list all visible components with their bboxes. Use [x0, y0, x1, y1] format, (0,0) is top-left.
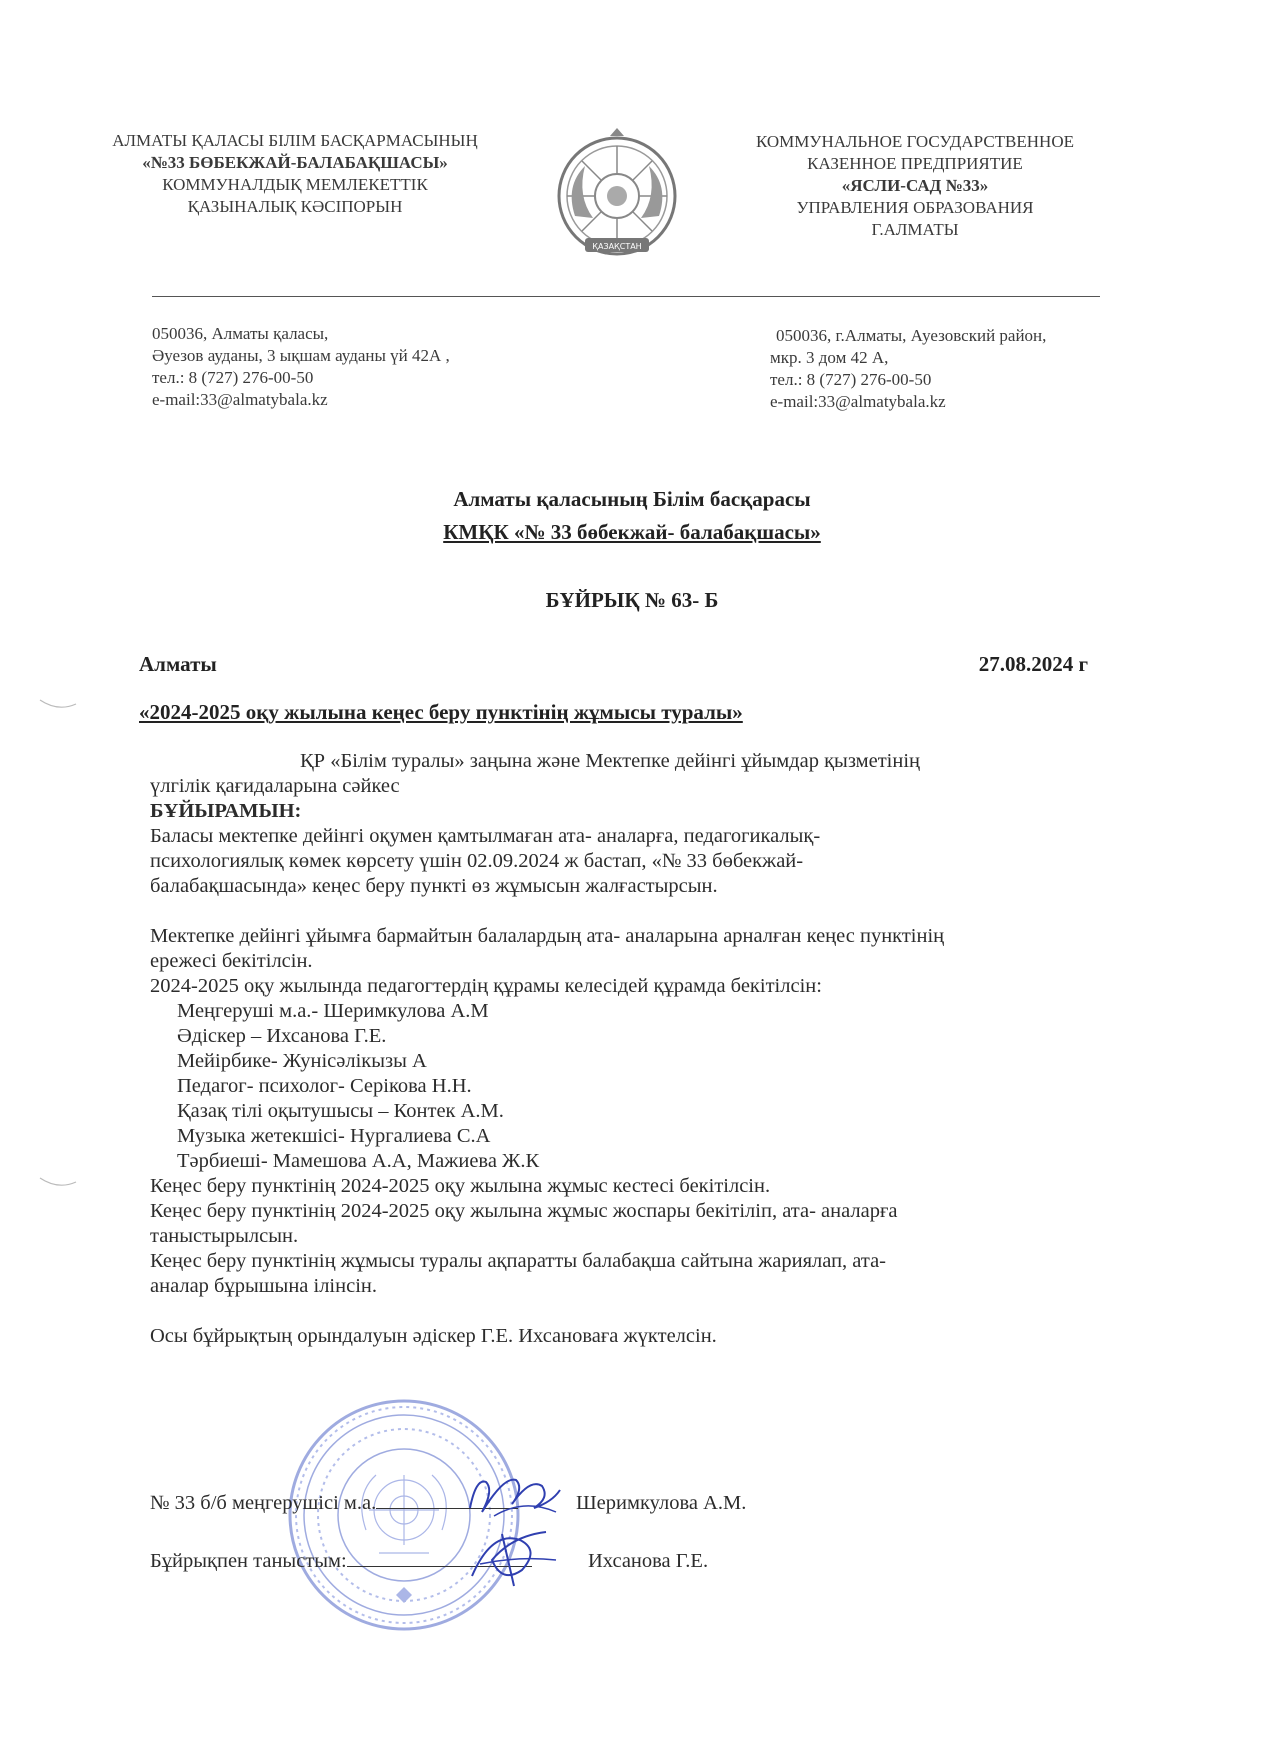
body-line: Кеңес беру пунктінің 2024-2025 оқу жылына жұмыс кестесі бекітілсін.	[150, 1175, 771, 1197]
state-emblem-icon	[555, 126, 680, 268]
header-left-block	[60, 130, 530, 218]
staff-item: Мейірбике- Жунісәлікызы А	[177, 1050, 427, 1072]
body-line: психологиялық көмек көрсету үшін 02.09.2024 ж бастап, «№ 33 бөбекжай-	[150, 850, 804, 872]
order-subject: «2024-2025 оқу жылына кеңес беру пунктінің жұмысы туралы»	[139, 700, 743, 724]
header-left-line: КОММУНАЛДЫҚ МЕМЛЕКЕТТІК	[162, 175, 428, 194]
body-line: аналар бұрышына ілінсін.	[150, 1275, 377, 1297]
header-right-block	[705, 131, 1125, 241]
handwritten-signature-head	[464, 1468, 564, 1524]
punch-hole-mark	[38, 1176, 78, 1190]
body-line: балабақшасында» кеңес беру пункті өз жұмысын жалғастырсын.	[150, 875, 718, 897]
address-line: e-mail:33@almatybala.kz	[770, 392, 946, 411]
staff-item: Тәрбиеші- Мамешова А.А, Мажиева Ж.К	[177, 1150, 540, 1172]
body-line: Осы бұйрықтың орындалуын әдіскер Г.Е. Ихсановаға жүктелсін.	[150, 1325, 717, 1347]
body-line: 2024-2025 оқу жылында педагогтердің құрамы келесідей құрамда бекітілсін:	[150, 975, 822, 997]
address-left-block	[152, 323, 582, 411]
order-body	[150, 749, 1135, 1349]
staff-item: Меңгеруші м.а.- Шеримкулова А.М	[177, 1000, 489, 1022]
address-line: тел.: 8 (727) 276-00-50	[770, 370, 932, 389]
address-line: 050036, Алматы қаласы,	[152, 324, 329, 343]
punch-hole-mark	[38, 698, 78, 712]
head-signature-name: Шеримкулова А.М.	[576, 1492, 747, 1514]
handwritten-signature-ack	[462, 1520, 562, 1590]
address-line: мкр. 3 дом 42 А,	[770, 348, 889, 367]
document-subtitle: КМҚК «№ 33 бөбекжай- балабақшасы»	[443, 520, 821, 544]
body-line: таныстырылсын.	[150, 1225, 299, 1247]
address-line: тел.: 8 (727) 276-00-50	[152, 368, 314, 387]
head-signature-row	[150, 1492, 518, 1515]
order-city: Алматы	[139, 652, 217, 676]
body-line: үлгілік қағидаларына сәйкес	[150, 775, 400, 797]
body-line: Кеңес беру пунктінің 2024-2025 оқу жылына жұмыс жоспары бекітіліп, ата- аналарға	[150, 1200, 898, 1222]
header-right-line: КАЗЕННОЕ ПРЕДПРИЯТИЕ	[807, 154, 1023, 173]
body-line: Мектепке дейінгі ұйымға бармайтын балалардың ата- аналарына арналған кеңес пунктінің	[150, 925, 945, 947]
head-signature-label: № 33 б/б меңгерушісі м.а.	[150, 1492, 377, 1514]
order-number: БҰЙРЫҚ № 63- Б	[545, 588, 719, 612]
document-title: Алматы қаласының Білім басқарасы	[453, 487, 811, 511]
header-right-line: КОММУНАЛЬНОЕ ГОСУДАРСТВЕННОЕ	[755, 132, 1074, 151]
staff-item: Әдіскер – Ихсанова Г.Е.	[177, 1025, 387, 1047]
header-left-line: ҚАЗЫНАЛЫҚ КӘСІПОРЫН	[187, 197, 403, 216]
body-line: Кеңес беру пунктінің жұмысы туралы ақпаратты балабақша сайтына жариялап, ата-	[150, 1250, 886, 1272]
header-right-line: «ЯСЛИ-САД №33»	[841, 176, 989, 195]
ack-signature-name: Ихсанова Г.Е.	[588, 1550, 709, 1572]
body-line: Баласы мектепке дейінгі оқумен қамтылмаған ата- аналарға, педагогикалық-	[150, 825, 821, 847]
command-heading: БҰЙЫРАМЫН:	[150, 800, 302, 822]
order-date: 27.08.2024 г	[978, 652, 1088, 676]
address-line: 050036, г.Алматы, Ауезовский район,	[776, 326, 1047, 345]
staff-item: Музыка жетекшісі- Нургалиева С.А	[177, 1125, 491, 1147]
header-right-line: Г.АЛМАТЫ	[871, 220, 959, 239]
body-line: ҚР «Білім туралы» заңына және Мектепке дейінгі ұйымдар қызметінің	[300, 750, 920, 772]
address-line: Әуезов ауданы, 3 ықшам ауданы үй 42А ,	[152, 346, 450, 365]
staff-item: Қазақ тілі оқытушысы – Контек А.М.	[177, 1100, 504, 1122]
address-line: e-mail:33@almatybala.kz	[152, 390, 328, 409]
header-right-line: УПРАВЛЕНИЯ ОБРАЗОВАНИЯ	[796, 198, 1034, 217]
body-line: ережесі бекітілсін.	[150, 950, 313, 972]
address-right-block	[770, 325, 1170, 413]
header-left-line: «№33 БӨБЕКЖАЙ-БАЛАБАҚШАСЫ»	[142, 153, 448, 172]
header-left-line: АЛМАТЫ ҚАЛАСЫ БІЛІМ БАСҚАРМАСЫНЫҢ	[112, 131, 478, 150]
staff-item: Педагог- психолог- Серікова Н.Н.	[177, 1075, 472, 1097]
ack-signature-label: Бұйрықпен таныстым:	[150, 1550, 347, 1572]
emblem-label: ҚАЗАҚСТАН	[592, 242, 642, 251]
header-divider	[152, 296, 1100, 297]
